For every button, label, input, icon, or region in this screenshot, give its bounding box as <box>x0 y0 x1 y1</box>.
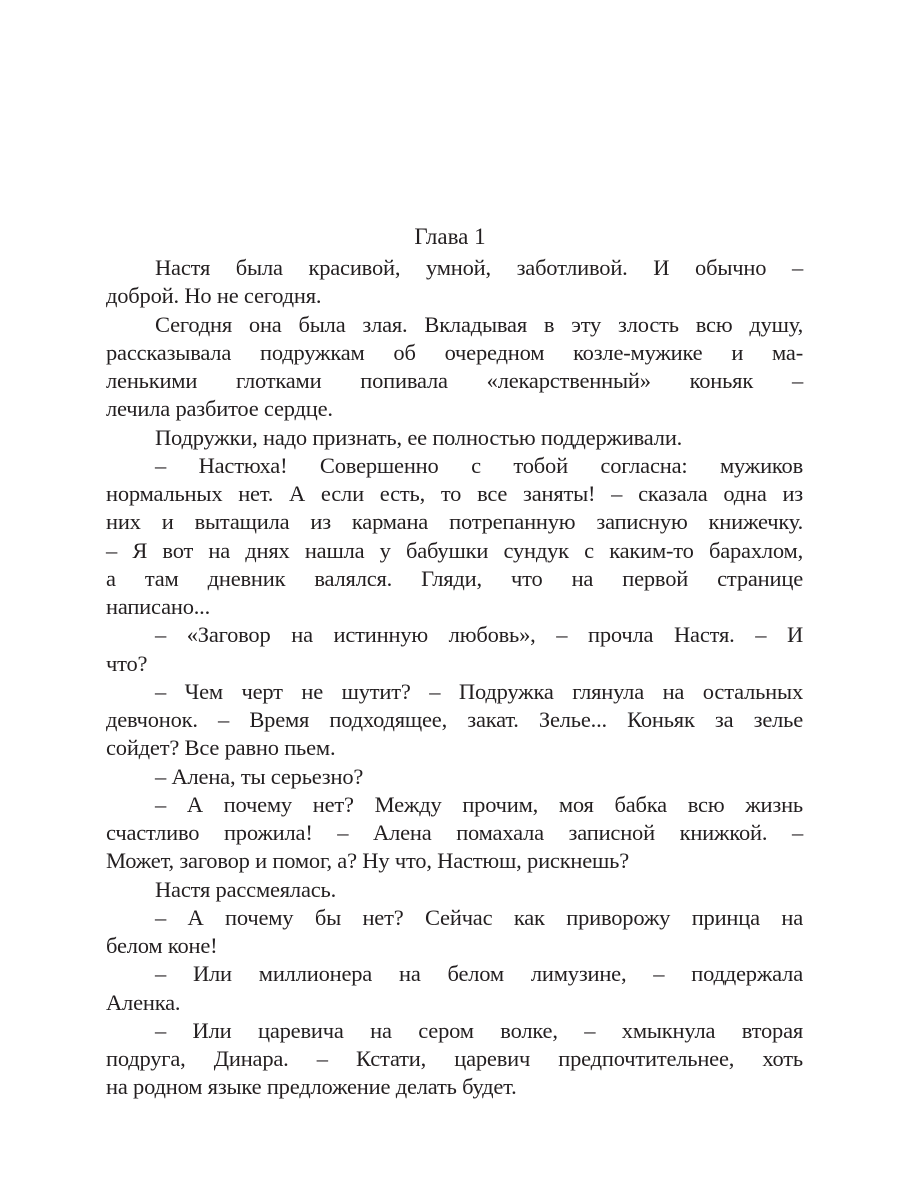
text-line: ленькими глотками попивала «лекарственный» коньяк – <box>106 368 803 393</box>
text-line: нормальных нет. А если есть, то все заняты! – сказала одна из <box>106 481 803 506</box>
chapter-body <box>106 254 803 1102</box>
text-line: – Я вот на днях нашла у бабушки сундук с каким-то барахлом, <box>106 537 803 563</box>
text-line: счастливо прожила! – Алена помахала записной книжкой. – <box>106 820 803 845</box>
text-line: девчонок. – Время подходящее, закат. Зелье... Коньяк за зелье <box>106 707 803 732</box>
text-line: Подружки, надо признать, ее полностью поддерживали. <box>155 424 683 450</box>
text-line: – А почему бы нет? Сейчас как приворожу принца на <box>155 904 803 930</box>
text-line: на родном языке предложение делать будет. <box>106 1074 517 1100</box>
chapter-title: Глава 1 <box>414 224 486 249</box>
text-line: Может, заговор и помог, а? Ну что, Настюш, рискнешь? <box>106 848 630 874</box>
text-line: – Алена, ты серьезно? <box>155 763 364 789</box>
text-line: белом коне! <box>106 933 218 958</box>
text-line: Сегодня она была злая. Вкладывая в эту злость всю душу, <box>155 311 803 337</box>
text-line: – Настюха! Совершенно с тобой согласна: мужиков <box>155 452 803 478</box>
text-line: Настя была красивой, умной, заботливой. И обычно – <box>155 255 803 280</box>
text-line: – «Заговор на истинную любовь», – прочла Настя. – И <box>155 622 803 648</box>
text-line: написано... <box>106 594 211 619</box>
text-line: них и вытащила из кармана потрепанную записную книжечку. <box>106 509 803 535</box>
text-line: что? <box>106 650 148 676</box>
text-line: – Чем черт не шутит? – Подружка глянула на остальных <box>155 678 803 704</box>
text-line: – А почему нет? Между прочим, моя бабка всю жизнь <box>155 791 803 817</box>
text-line: – Или царевича на сером волке, – хмыкнула вторая <box>155 1017 803 1043</box>
text-line: рассказывала подружкам об очередном козле-мужике и ма- <box>106 339 803 365</box>
text-line: Настя рассмеялась. <box>155 876 337 902</box>
text-line: сойдет? Все равно пьем. <box>106 735 336 761</box>
text-line: подруга, Динара. – Кстати, царевич предпочтительнее, хоть <box>106 1046 803 1071</box>
text-line: а там дневник валялся. Гляди, что на первой странице <box>106 565 803 591</box>
text-line: Аленка. <box>106 989 181 1015</box>
text-line: доброй. Но не сегодня. <box>106 283 322 309</box>
text-line: – Или миллионера на белом лимузине, – поддержала <box>155 961 803 987</box>
text-line: лечила разбитое сердце. <box>106 396 333 422</box>
